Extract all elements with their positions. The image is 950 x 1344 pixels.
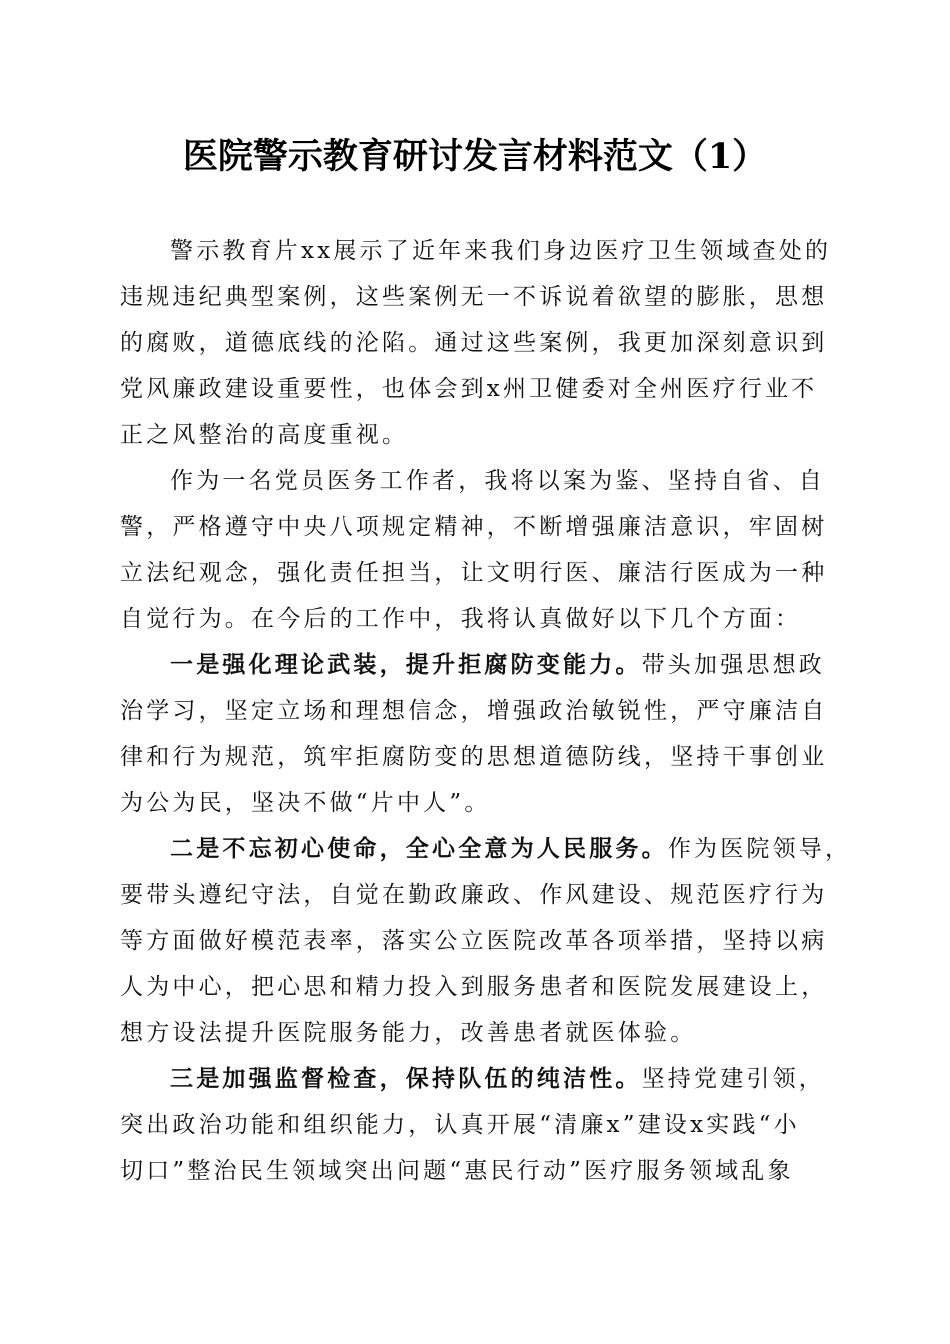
text-line: 人为中心，把心思和精力投入到服务患者和医院发展建设上， xyxy=(120,974,828,1000)
point-three-text: 坚持党建引领， xyxy=(641,1066,826,1092)
point-two-text: 作为医院领导， xyxy=(667,836,852,862)
paragraph-point-three xyxy=(120,1056,826,1194)
text-line: 立法纪观念，强化责任担当，让文明行医、廉洁行医成为一种 xyxy=(120,560,828,586)
point-two-heading: 二是不忘初心使命，全心全意为人民服务。 xyxy=(170,835,668,862)
text-line: 违规违纪典型案例，这些案例无一不诉说着欲望的膨胀，思想 xyxy=(120,284,828,310)
text-line: 党风廉政建设重要性，也体会到x州卫健委对全州医疗行业不 xyxy=(120,376,818,402)
paragraph-point-two xyxy=(120,826,852,1056)
paragraph-intro xyxy=(120,228,832,458)
paragraph-point-one xyxy=(120,642,826,826)
text-line xyxy=(120,826,852,872)
point-one-text: 带头加强思想政 xyxy=(641,652,826,678)
text-line: 想方设法提升医院服务能力，改善患者就医体验。 xyxy=(120,1020,697,1046)
text-line: 等方面做好模范表率，落实公立医院改革各项举措，坚持以病 xyxy=(120,928,828,954)
text-line: 自觉行为。在今后的工作中，我将认真做好以下几个方面： xyxy=(120,606,802,632)
text-line xyxy=(120,642,826,688)
text-line: 的腐败，道德底线的沦陷。通过这些案例，我更加深刻意识到 xyxy=(120,330,828,356)
point-three-heading: 三是加强监督检查，保持队伍的纯洁性。 xyxy=(170,1065,642,1092)
text-line: 为公为民，坚决不做“片中人”。 xyxy=(120,790,491,816)
text-line: 正之风整治的高度重视。 xyxy=(120,422,409,448)
text-line: 切口”整治民生领域突出问题“惠民行动”医疗服务领域乱象 xyxy=(120,1158,794,1184)
document-title: 医院警示教育研讨发言材料范文（1） xyxy=(182,136,768,177)
text-line: 警，严格遵守中央八项规定精神，不断增强廉洁意识，牢固树 xyxy=(120,514,828,540)
text-line: 律和行为规范，筑牢拒腐防变的思想道德防线，坚持干事创业 xyxy=(120,744,828,770)
text-line xyxy=(120,1056,826,1102)
text-line: 要带头遵纪守法，自觉在勤政廉政、作风建设、规范医疗行为 xyxy=(120,882,828,908)
text-line: 治学习，坚定立场和理想信念，增强政治敏锐性，严守廉洁自 xyxy=(120,698,828,724)
paragraph-commitment xyxy=(120,458,826,642)
text-line: 突出政治功能和组织能力，认真开展“清廉x”建设x实践“小 xyxy=(120,1112,800,1138)
text-line: 警示教育片xx展示了近年来我们身边医疗卫生领域查处的 xyxy=(170,238,832,264)
document-body xyxy=(120,228,852,1194)
point-one-heading: 一是强化理论武装，提升拒腐防变能力。 xyxy=(170,651,642,678)
text-line: 作为一名党员医务工作者，我将以案为鉴、坚持自省、自 xyxy=(170,468,825,494)
